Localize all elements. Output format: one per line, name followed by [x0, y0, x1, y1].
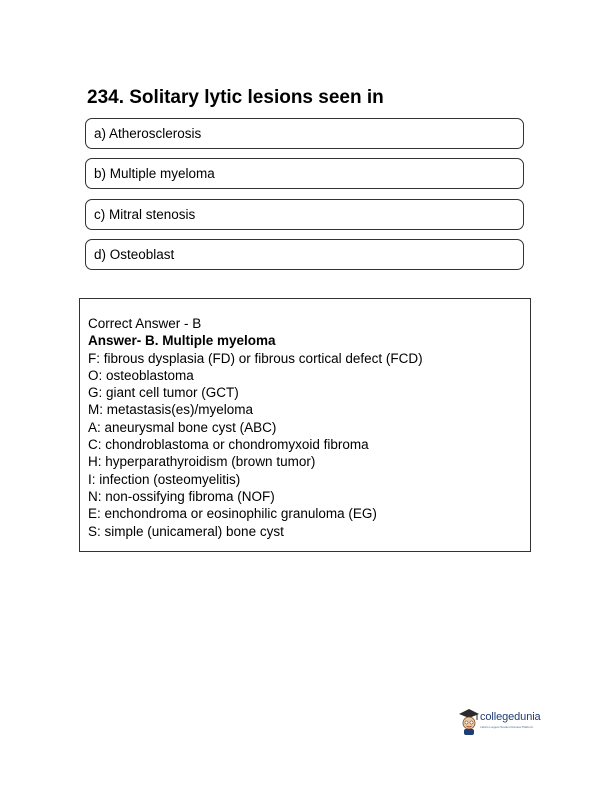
option-b[interactable]: b) Multiple myeloma [85, 158, 524, 189]
logo-tagline: India's Largest Student Review Platform [480, 725, 534, 729]
explanation-item: N: non-ossifying fibroma (NOF) [88, 488, 275, 504]
explanation-item: A: aneurysmal bone cyst (ABC) [88, 419, 277, 435]
explanation-list [88, 350, 530, 540]
collegedunia-logo[interactable] [458, 708, 558, 736]
explanation-item: G: giant cell tumor (GCT) [88, 385, 239, 401]
question-title: 234. Solitary lytic lesions seen in [87, 87, 384, 108]
answer-box [79, 298, 531, 552]
option-c[interactable]: c) Mitral stenosis [85, 199, 524, 230]
option-a[interactable]: a) Atherosclerosis [85, 118, 524, 149]
explanation-item: F: fibrous dysplasia (FD) or fibrous cortical defect (FCD) [88, 350, 423, 366]
answer-heading: Answer- B. Multiple myeloma [88, 333, 276, 349]
explanation-item: M: metastasis(es)/myeloma [88, 402, 254, 418]
explanation-item: H: hyperparathyroidism (brown tumor) [88, 454, 316, 470]
correct-answer-line: Correct Answer - B [88, 316, 202, 331]
logo-text: collegedunia [480, 711, 541, 723]
explanation-item: O: osteoblastoma [88, 367, 194, 383]
graduate-mascot-icon [458, 708, 480, 736]
option-d[interactable]: d) Osteoblast [85, 239, 524, 270]
explanation-item: S: simple (unicameral) bone cyst [88, 523, 284, 539]
explanation-item: I: infection (osteomyelitis) [88, 471, 241, 487]
explanation-item: C: chondroblastoma or chondromyxoid fibroma [88, 437, 369, 453]
explanation-item: E: enchondroma or eosinophilic granuloma (EG) [88, 506, 377, 522]
